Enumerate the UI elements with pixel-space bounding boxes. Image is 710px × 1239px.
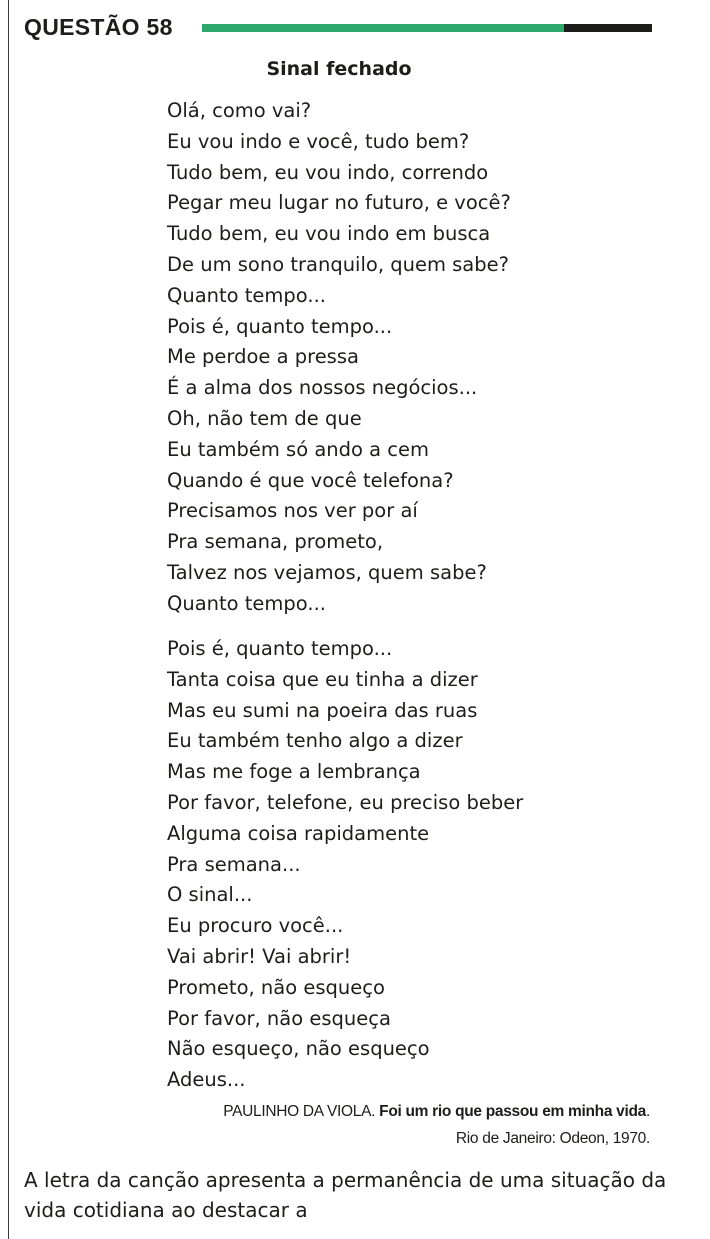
citation-line-1 [223, 1098, 650, 1125]
poem-verse: Tanta coisa que eu tinha a dizer [167, 667, 478, 691]
poem-verse: Vai abrir! Vai abrir! [167, 944, 352, 968]
question-number: QUESTÃO 58 [24, 14, 173, 40]
poem-verse: Eu vou indo e você, tudo bem? [167, 129, 470, 153]
question-header [24, 12, 664, 46]
poem-verse: Oh, não tem de que [167, 406, 362, 430]
poem-verse: Talvez nos vejamos, quem sabe? [167, 560, 487, 584]
poem-verse: Quando é que você telefona? [167, 468, 454, 492]
poem-verse: Quanto tempo... [167, 283, 326, 307]
poem-verse: Prometo, não esqueço [167, 975, 385, 999]
poem-verse: Por favor, não esqueça [167, 1006, 391, 1030]
poem-verse: Tudo bem, eu vou indo, correndo [167, 160, 489, 184]
poem-stanza-1 [167, 96, 687, 620]
poem-verse: Olá, como vai? [167, 99, 312, 122]
citation-work-period: . [645, 1103, 650, 1120]
poem-verse: Me perdoe a pressa [167, 345, 359, 369]
poem-verse: Eu também só ando a cem [167, 437, 430, 461]
citation-publisher: Rio de Janeiro: Odeon, 1970. [455, 1130, 650, 1147]
poem-verse: Não esqueço, não esqueço [167, 1037, 430, 1061]
citation-work-title: Foi um rio que passou em minha vida [379, 1103, 646, 1120]
poem-verse: Pra semana... [167, 852, 301, 876]
poem-verse: Eu também tenho algo a dizer [167, 729, 463, 753]
poem-verse: Adeus... [167, 1068, 246, 1092]
poem-verse: Pois é, quanto tempo... [167, 314, 393, 338]
question-stem: A letra da canção apresenta a permanência de uma situação da vida cotidiana ao destacar a [24, 1168, 667, 1222]
poem-stanza-2 [167, 634, 687, 1096]
left-margin-rule [8, 0, 9, 1239]
poem-verse: Pegar meu lugar no futuro, e você? [167, 191, 511, 215]
poem-verse: De um sono tranquilo, quem sabe? [167, 252, 509, 276]
poem-verse: Alguma coisa rapidamente [167, 821, 430, 845]
header-bar-accent [202, 24, 564, 32]
poem-verse: É a alma dos nossos negócios... [167, 376, 478, 400]
poem-verse: Eu procuro você... [167, 914, 344, 938]
poem-verse: Mas me foge a lembrança [167, 760, 421, 784]
poem-verse: Tudo bem, eu vou indo em busca [167, 222, 491, 246]
poem-verse: Por favor, telefone, eu preciso beber [167, 790, 524, 814]
source-citation [223, 1098, 650, 1152]
poem-verse: O sinal... [167, 883, 253, 907]
header-decorative-bar [202, 24, 652, 32]
poem-verse: Precisamos nos ver por aí [167, 499, 418, 523]
poem-verse: Mas eu sumi na poeira das ruas [167, 698, 478, 722]
poem-verse: Quanto tempo... [167, 591, 326, 615]
citation-author: PAULINHO DA VIOLA. [223, 1103, 376, 1120]
poem-title: Sinal fechado [266, 58, 412, 80]
poem-verse: Pra semana, prometo, [167, 530, 384, 554]
poem-verse: Pois é, quanto tempo... [167, 637, 393, 660]
